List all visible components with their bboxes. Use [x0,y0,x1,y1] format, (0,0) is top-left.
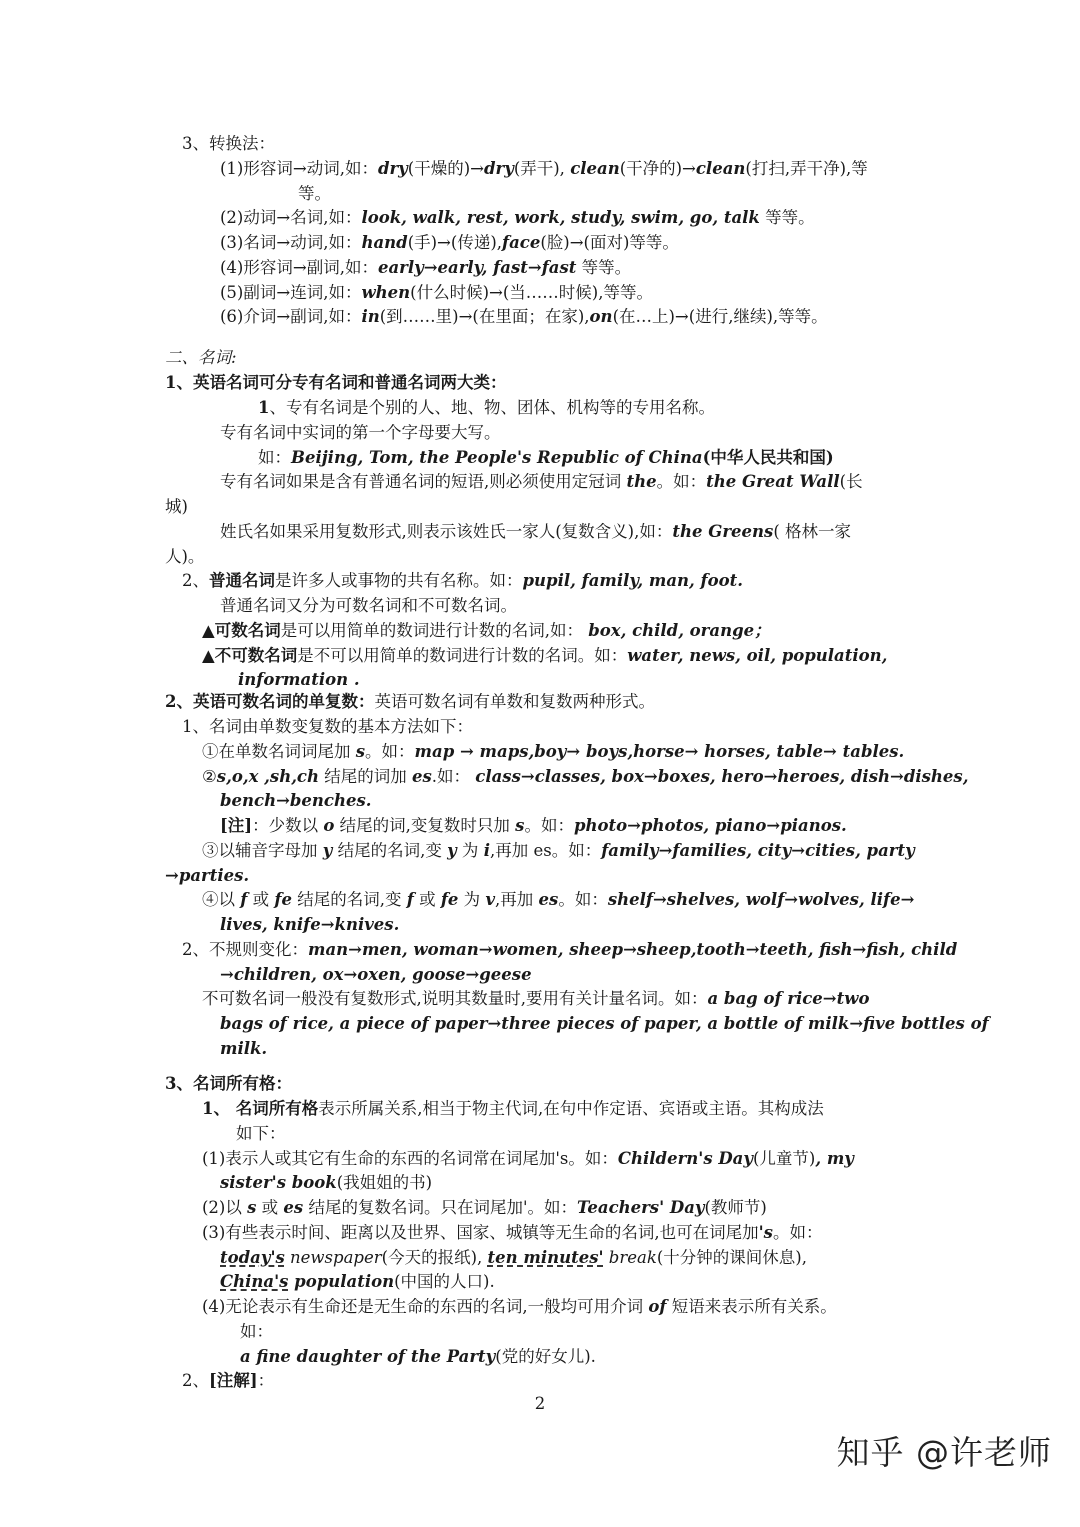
noun-2-2: 2、不规则变化：man→men, woman→women, sheep→sheep,tooth→teeth, fish→fish, child [182,940,958,959]
noun-3-title: 3、名词所有格： [165,1074,292,1093]
noun-3-p3-cont2: China's population(中国的人口). [220,1272,495,1291]
noun-3-p1: (1)表示人或其它有生命的东西的名词常在词尾加's。如：Childern's Day(儿童节), my [202,1149,854,1168]
noun-2-rule-2: ②s,o,x ,sh,ch 结尾的词加 es.如： class→classes, box→boxes, hero→heroes, dish→dishes, [202,767,969,786]
noun-1-2: 专有名词中实词的第一个字母要大写。 [220,423,501,442]
noun-3-1-cont: 如下： [236,1124,286,1143]
noun-2-1: 1、名词由单数变复数的基本方法如下： [182,717,473,736]
page-number: 2 [534,1394,546,1413]
section-2-title: 二、名词: [165,348,237,367]
noun-2-3-cont2: milk. [220,1039,268,1058]
noun-3-p1-cont: sister's book(我姐姐的书) [220,1173,433,1192]
noun-3-2: 2、[注解]： [182,1371,275,1390]
noun-1-title: 1、英语名词可分专有名词和普通名词两大类： [165,373,507,392]
line-3-1: (1)形容词→动词,如：dry(干燥的)→dry(弄干), clean(干净的)→clean(打扫,弄干净),等 [220,159,868,178]
noun-1-1: 1、专有名词是个别的人、地、物、团体、机构等的专用名称。 [258,398,715,417]
noun-1-9: ▲不可数名词是不可以用简单的数词进行计数的名词。如：water, news, oil, population, [202,646,888,665]
noun-2-2-cont: →children, ox→oxen, goose→geese [220,965,532,984]
noun-1-5-cont: 人)。 [165,547,205,566]
noun-3-p3: (3)有些表示时间、距离以及世界、国家、城镇等无生命的名词,也可在词尾加's。如： [202,1223,823,1242]
noun-3-p3-cont: today's newspaper(今天的报纸), ten minutes' break(十分钟的课间休息), [220,1248,807,1267]
line-3-1-cont: 等。 [298,184,331,203]
watermark: 知乎 @许老师 [836,1433,1052,1472]
noun-1-8: ▲可数名词是可以用简单的数词进行计数的名词,如： box, child, orange； [202,621,771,640]
noun-1-4: 专有名词如果是含有普通名词的短语,则必须使用定冠词 the。如：the Great Wall(长 [220,472,863,491]
line-3-6: (6)介词→副词,如：in(到……里)→(在里面；在家),on(在…上)→(进行,继续),等等。 [220,307,828,326]
noun-3-1: 1、 名词所有格表示所属关系,相当于物主代词,在句中作定语、宾语或主语。其构成法 [202,1099,824,1118]
noun-2-note: [注]：少数以 o 结尾的词,变复数时只加 s。如：photo→photos, piano→pianos. [220,816,847,835]
noun-3-p4-cont: 如： [240,1322,273,1341]
line-3-5: (5)副词→连词,如：when(什么时候)→(当……时候),等等。 [220,283,653,302]
noun-3-p2: (2)以 s 或 es 结尾的复数名词。只在词尾加'。如：Teachers' Day(教师节) [202,1198,767,1217]
section-3-title: 3、转换法： [182,134,275,153]
noun-3-p4: (4)无论表示有生命还是无生命的东西的名词,一般均可用介词 of 短语来表示所有关系。 [202,1297,837,1316]
line-3-2: (2)动词→名词,如：look, walk, rest, work, study, swim, go, talk 等等。 [220,208,815,227]
noun-2-rule-3: ③以辅音字母加 y 结尾的名词,变 y 为 i,再加 es。如：family→families, city→cities, party [202,841,915,860]
noun-2-rule-3-cont: →parties. [165,866,250,885]
noun-1-9-cont: information . [238,670,360,689]
noun-2-rule-4: ④以 f 或 fe 结尾的名词,变 f 或 fe 为 v,再加 es。如：shelf→shelves, wolf→wolves, life→ [202,890,915,909]
noun-2-3-cont: bags of rice, a piece of paper→three pieces of paper, a bottle of milk→five bottles of [220,1014,989,1033]
noun-1-3: 如：Beijing, Tom, the People's Republic of China(中华人民共和国) [258,448,834,467]
noun-1-6: 2、普通名词是许多人或事物的共有名称。如：pupil, family, man, foot. [182,571,743,590]
noun-2-title: 2、英语可数名词的单复数：英语可数名词有单数和复数两种形式。 [165,692,655,711]
noun-1-7: 普通名词又分为可数名词和不可数名词。 [220,596,517,615]
line-3-3: (3)名词→动词,如：hand(手)→(传递),face(脸)→(面对)等等。 [220,233,679,252]
noun-1-4-cont: 城) [165,497,188,516]
noun-2-3: 不可数名词一般没有复数形式,说明其数量时,要用有关计量名词。如：a bag of rice→two [202,989,870,1008]
noun-2-rule-4-cont: lives, knife→knives. [220,915,400,934]
noun-2-rule-1: ①在单数名词词尾加 s。如：map → maps,boy→ boys,horse→ horses, table→ tables. [202,742,905,761]
noun-1-5: 姓氏名如果采用复数形式,则表示该姓氏一家人(复数含义),如：the Greens( 格林一家 [220,522,851,541]
noun-2-rule-2-cont: bench→benches. [220,791,372,810]
noun-3-p4-example: a fine daughter of the Party(党的好女儿). [240,1347,596,1366]
line-3-4: (4)形容词→副词,如：early→early, fast→fast 等等。 [220,258,632,277]
